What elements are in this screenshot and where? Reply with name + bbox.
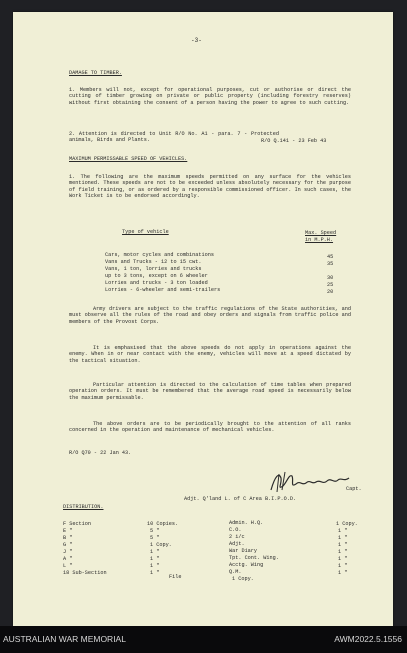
dist-right-unit: Acctg. Wing: [229, 562, 264, 568]
speed-paragraph-2: Army drivers are subject to the traffic regulations of the State authorities, and must observe all the rules of the road and obey orders and signals from traffic police and members of the Provost Corps.: [69, 306, 351, 325]
distribution-heading: DISTRIBUTION.: [63, 504, 104, 510]
dist-left-unit: G ": [63, 542, 73, 548]
dist-left-copies: 5 ": [150, 528, 160, 534]
vehicle-row: up to 3 tons, except on 6 wheeler: [105, 273, 208, 279]
dist-file-label: File: [169, 574, 182, 580]
signatory-rank: Capt.: [346, 486, 362, 492]
dist-right-copies: 1 ": [338, 556, 348, 562]
dist-left-copies: 1 ": [150, 570, 160, 576]
dist-left-unit: B ": [63, 535, 73, 541]
dist-right-unit: 2 i/c: [229, 534, 245, 540]
dist-right-copies: 1 Copy.: [336, 521, 358, 527]
page-number: -3-: [191, 37, 202, 44]
dist-right-copies: 1 ": [338, 535, 348, 541]
speed-value: 20: [327, 289, 334, 295]
dist-left-copies: 1 Copy.: [150, 542, 172, 548]
speed-value: 45: [327, 254, 334, 260]
dist-right-copies: 1 ": [338, 563, 348, 569]
dist-left-unit: J ": [63, 549, 73, 555]
vehicle-row: Vans and Trucks - 12 to 15 cwt.: [105, 259, 202, 265]
dist-left-unit: A ": [63, 556, 73, 562]
vehicle-row: Lorries and trucks - 3 ton loaded: [105, 280, 208, 286]
dist-right-unit: Q.M.: [229, 569, 242, 575]
signatory-title: Adjt. Q'land L. of C Area B.I.P.O.D.: [184, 496, 297, 502]
dist-left-copies: 1 ": [150, 563, 160, 569]
speed-value: 25: [327, 282, 334, 288]
dist-left-copies: 1 ": [150, 549, 160, 555]
max-speed-header-1: Max. Speed: [305, 230, 337, 236]
speed-paragraph-3: It is emphasised that the above speeds do not apply in operations against the enemy. When in or near contact with the enemy, vehicles will move at a speed dictated by the tactical situation.: [69, 345, 351, 364]
speed-paragraph-1: 1. The following are the maximum speeds permitted on any surface for the vehicles mentioned. These speeds are not to be exceeded unless absolutely necessary for the purpose of field training, or as ordered by a responsible commissioned officer. In such cases, the Work Ticket is to be endorsed accordingly.: [69, 174, 351, 200]
dist-right-unit: Adjt.: [229, 541, 245, 547]
vehicle-type-header: Type of vehicle: [122, 229, 169, 235]
dist-right-unit: Tpt. Cont. Wing.: [229, 555, 279, 561]
dist-right-copies: 1 ": [338, 549, 348, 555]
speed-value: 35: [327, 261, 334, 267]
damage-reference: R/O Q.141 - 23 Feb 43: [261, 138, 327, 144]
dist-right-copies: 1 ": [338, 542, 348, 548]
dist-left-unit: E ": [63, 528, 73, 534]
vehicle-row: Cars, motor cycles and combinations: [105, 252, 214, 258]
max-speed-header-2: in M.P.H.: [305, 237, 334, 243]
dist-right-unit: War Diary: [229, 548, 258, 554]
vehicle-row: Vans, 1 ton, lorries and trucks: [105, 266, 202, 272]
footer-accession-id: AWM2022.5.1556: [334, 634, 402, 644]
dist-left-unit: L ": [63, 563, 73, 569]
damage-paragraph-2: 2. Attention is directed to Unit R/O No. A1 - para. 7 - Protected animals, Birds and Plants.: [69, 131, 279, 144]
speed-paragraph-4: Particular attention is directed to the calculation of time tables when prepared operation orders. It must be remembered that the average road speed is necessarily below the maximum permissable.: [69, 382, 351, 401]
dist-left-unit: 18 Sub-Section: [63, 570, 107, 576]
handwritten-signature: [265, 468, 355, 496]
dist-file-copies: 1 Copy.: [232, 576, 254, 582]
speed-value: 30: [327, 275, 334, 281]
document-page: [13, 12, 393, 626]
vehicle-row: Lorries - 6-wheeler and semi-trailers: [105, 287, 221, 293]
dist-left-copies: 10 Copies.: [147, 521, 179, 527]
speed-heading: MAXIMUM PERMISSABLE SPEED OF VEHICLES.: [69, 156, 188, 162]
dist-left-copies: 1 ": [150, 556, 160, 562]
footer-bar: [0, 626, 407, 653]
dist-right-unit: Admin. H.Q.: [229, 520, 264, 526]
dist-right-copies: 1 ": [338, 570, 348, 576]
speed-paragraph-5: The above orders are to be periodically brought to the attention of all ranks concerned in the operation and maintenance of mechanical vehicles.: [69, 421, 351, 434]
dist-left-copies: 5 ": [150, 535, 160, 541]
dist-right-unit: C.O.: [229, 527, 242, 533]
damage-paragraph-1: 1. Members will not, except for operational purposes, cut or authorise or direct the cutting of timber growing on private or public property (including forestry reserves) without first obtaining the consent of a person having the power to agree to such cutting.: [69, 87, 351, 106]
footer-source: AUSTRALIAN WAR MEMORIAL: [3, 634, 126, 644]
dist-right-copies: 1 ": [338, 528, 348, 534]
damage-heading: DAMAGE TO TIMBER.: [69, 70, 122, 76]
speed-reference: R/O Q70 - 22 Jan 43.: [69, 450, 132, 456]
dist-left-unit: F Section: [63, 521, 92, 527]
